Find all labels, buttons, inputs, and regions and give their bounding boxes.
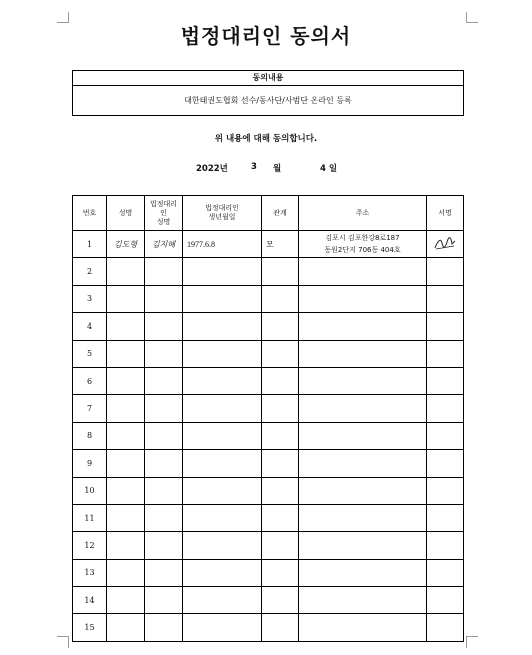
table-row: [73, 450, 464, 477]
row-name: [107, 450, 145, 477]
table-row: [73, 395, 464, 422]
row-guardian-name: [145, 450, 183, 477]
row-number: 14: [73, 587, 107, 614]
row-address-line1: 김포시 김포한강8로187: [325, 234, 400, 243]
header-name: 성명: [107, 196, 145, 231]
row-guardian-name: [145, 504, 183, 531]
row-relation: [262, 367, 299, 394]
row-relation: [262, 395, 299, 422]
row-guardian-name: 김지혜: [145, 231, 183, 258]
row-number: 9: [73, 450, 107, 477]
row-signature: [427, 285, 464, 312]
table-row: [73, 532, 464, 559]
row-guardian-name: [145, 313, 183, 340]
table-row: [73, 231, 464, 258]
row-guardian-birth: [183, 477, 262, 504]
row-address: [299, 450, 427, 477]
corner-mark-bottom-right-v: [466, 636, 467, 648]
row-name: [107, 559, 145, 586]
table-header-row: [73, 196, 464, 231]
table-row: [73, 258, 464, 285]
row-number: 3: [73, 285, 107, 312]
consent-content: 대한태권도협회 선수/동사단/사범단 온라인 등록: [184, 96, 352, 105]
row-guardian-birth: [183, 395, 262, 422]
row-guardian-name: [145, 395, 183, 422]
row-relation: [262, 504, 299, 531]
row-guardian-birth: [183, 504, 262, 531]
row-guardian-name: [145, 340, 183, 367]
row-relation: [262, 614, 299, 641]
row-number: 6: [73, 367, 107, 394]
guardian-table: [72, 195, 464, 642]
row-relation: [262, 450, 299, 477]
document-title: 법정대리인 동의서: [180, 24, 352, 48]
row-guardian-birth: [183, 367, 262, 394]
row-address: [299, 313, 427, 340]
row-name: [107, 395, 145, 422]
table-row: [73, 367, 464, 394]
row-guardian-name: [145, 477, 183, 504]
row-relation: [262, 532, 299, 559]
date-month-label: 월: [273, 164, 282, 174]
row-signature: [427, 313, 464, 340]
row-name: [107, 285, 145, 312]
row-name: [107, 340, 145, 367]
row-address: [299, 532, 427, 559]
corner-mark-bottom-left-v: [68, 636, 69, 648]
row-signature: [427, 559, 464, 586]
row-signature: [427, 231, 464, 258]
table-row: [73, 285, 464, 312]
row-number: 12: [73, 532, 107, 559]
table-row: [73, 614, 464, 641]
corner-mark-bottom-left-h: [57, 636, 69, 637]
table-row: [73, 340, 464, 367]
header-no: 번호: [73, 196, 107, 231]
row-name: [107, 313, 145, 340]
row-number: 4: [73, 313, 107, 340]
row-guardian-name: [145, 559, 183, 586]
row-signature: [427, 614, 464, 641]
row-number: 15: [73, 614, 107, 641]
row-signature: [427, 504, 464, 531]
row-guardian-birth: 1977.6.8: [183, 231, 262, 258]
row-address: [299, 587, 427, 614]
row-signature: [427, 532, 464, 559]
table-row: [73, 587, 464, 614]
row-name: [107, 614, 145, 641]
row-signature: [427, 587, 464, 614]
row-guardian-name: [145, 422, 183, 449]
corner-mark-bottom-right-h: [466, 636, 478, 637]
row-guardian-name: [145, 367, 183, 394]
row-address: [299, 340, 427, 367]
row-address: [299, 285, 427, 312]
table-row: [73, 504, 464, 531]
row-relation: [262, 587, 299, 614]
row-guardian-birth: [183, 450, 262, 477]
row-number: 1: [73, 231, 107, 258]
row-name: [107, 422, 145, 449]
row-guardian-name: [145, 285, 183, 312]
row-guardian-birth: [183, 285, 262, 312]
row-address: [299, 477, 427, 504]
row-number: 5: [73, 340, 107, 367]
header-guardian-birth-line2: 생년월일: [208, 213, 236, 221]
row-guardian-name: [145, 614, 183, 641]
row-guardian-birth: [183, 587, 262, 614]
row-number: 11: [73, 504, 107, 531]
row-name: [107, 367, 145, 394]
row-address: [299, 559, 427, 586]
row-guardian-birth: [183, 614, 262, 641]
row-guardian-birth: [183, 532, 262, 559]
row-relation: [262, 340, 299, 367]
row-name: [107, 477, 145, 504]
row-number: 10: [73, 477, 107, 504]
header-guardian-name-line3: 성명: [156, 217, 171, 226]
row-number: 8: [73, 422, 107, 449]
consent-header: 동의내용: [73, 71, 463, 86]
row-address: [299, 614, 427, 641]
table-row: [73, 313, 464, 340]
row-address-line2: 동원2단지 706동 404호: [324, 246, 401, 255]
row-address: [299, 367, 427, 394]
row-name: [107, 532, 145, 559]
row-relation: 모: [262, 231, 299, 258]
header-guardian-name-line1: 법정대리: [149, 199, 178, 208]
signature-scribble: [432, 234, 458, 252]
row-number: 2: [73, 258, 107, 285]
row-signature: [427, 450, 464, 477]
row-guardian-birth: [183, 559, 262, 586]
header-guardian-birth-line1: 법정대리인: [205, 204, 239, 212]
row-address: [299, 422, 427, 449]
row-signature: [427, 395, 464, 422]
header-signature: 서명: [427, 196, 464, 231]
date-year: 2022년: [196, 164, 228, 174]
row-address: [299, 258, 427, 285]
row-signature: [427, 367, 464, 394]
row-signature: [427, 340, 464, 367]
row-guardian-name: [145, 532, 183, 559]
header-relation: 관계: [262, 196, 299, 231]
row-address: [299, 504, 427, 531]
table-row: [73, 477, 464, 504]
row-relation: [262, 313, 299, 340]
row-signature: [427, 477, 464, 504]
consent-box: [72, 70, 464, 116]
table-row: [73, 422, 464, 449]
row-address: [299, 395, 427, 422]
header-address: 주소: [299, 196, 427, 231]
header-guardian-name-line2: 인: [160, 208, 167, 217]
row-signature: [427, 258, 464, 285]
row-guardian-birth: [183, 258, 262, 285]
header-guardian-birth: [183, 196, 262, 231]
row-guardian-birth: [183, 422, 262, 449]
row-address: [299, 231, 427, 258]
agreement-text: 위 내용에 대해 동의합니다.: [214, 134, 318, 144]
row-guardian-birth: [183, 340, 262, 367]
row-relation: [262, 559, 299, 586]
table-row: [73, 559, 464, 586]
row-number: 7: [73, 395, 107, 422]
row-guardian-birth: [183, 313, 262, 340]
row-guardian-name: [145, 258, 183, 285]
row-number: 13: [73, 559, 107, 586]
row-signature: [427, 422, 464, 449]
row-relation: [262, 258, 299, 285]
row-relation: [262, 285, 299, 312]
row-name: [107, 504, 145, 531]
row-relation: [262, 422, 299, 449]
header-guardian-name: [145, 196, 183, 231]
date-day: 4 일: [320, 164, 338, 174]
row-name: [107, 258, 145, 285]
date-month-number: 3: [251, 162, 257, 172]
row-name: [107, 587, 145, 614]
row-name: 김도형: [107, 231, 145, 258]
row-guardian-name: [145, 587, 183, 614]
row-relation: [262, 477, 299, 504]
